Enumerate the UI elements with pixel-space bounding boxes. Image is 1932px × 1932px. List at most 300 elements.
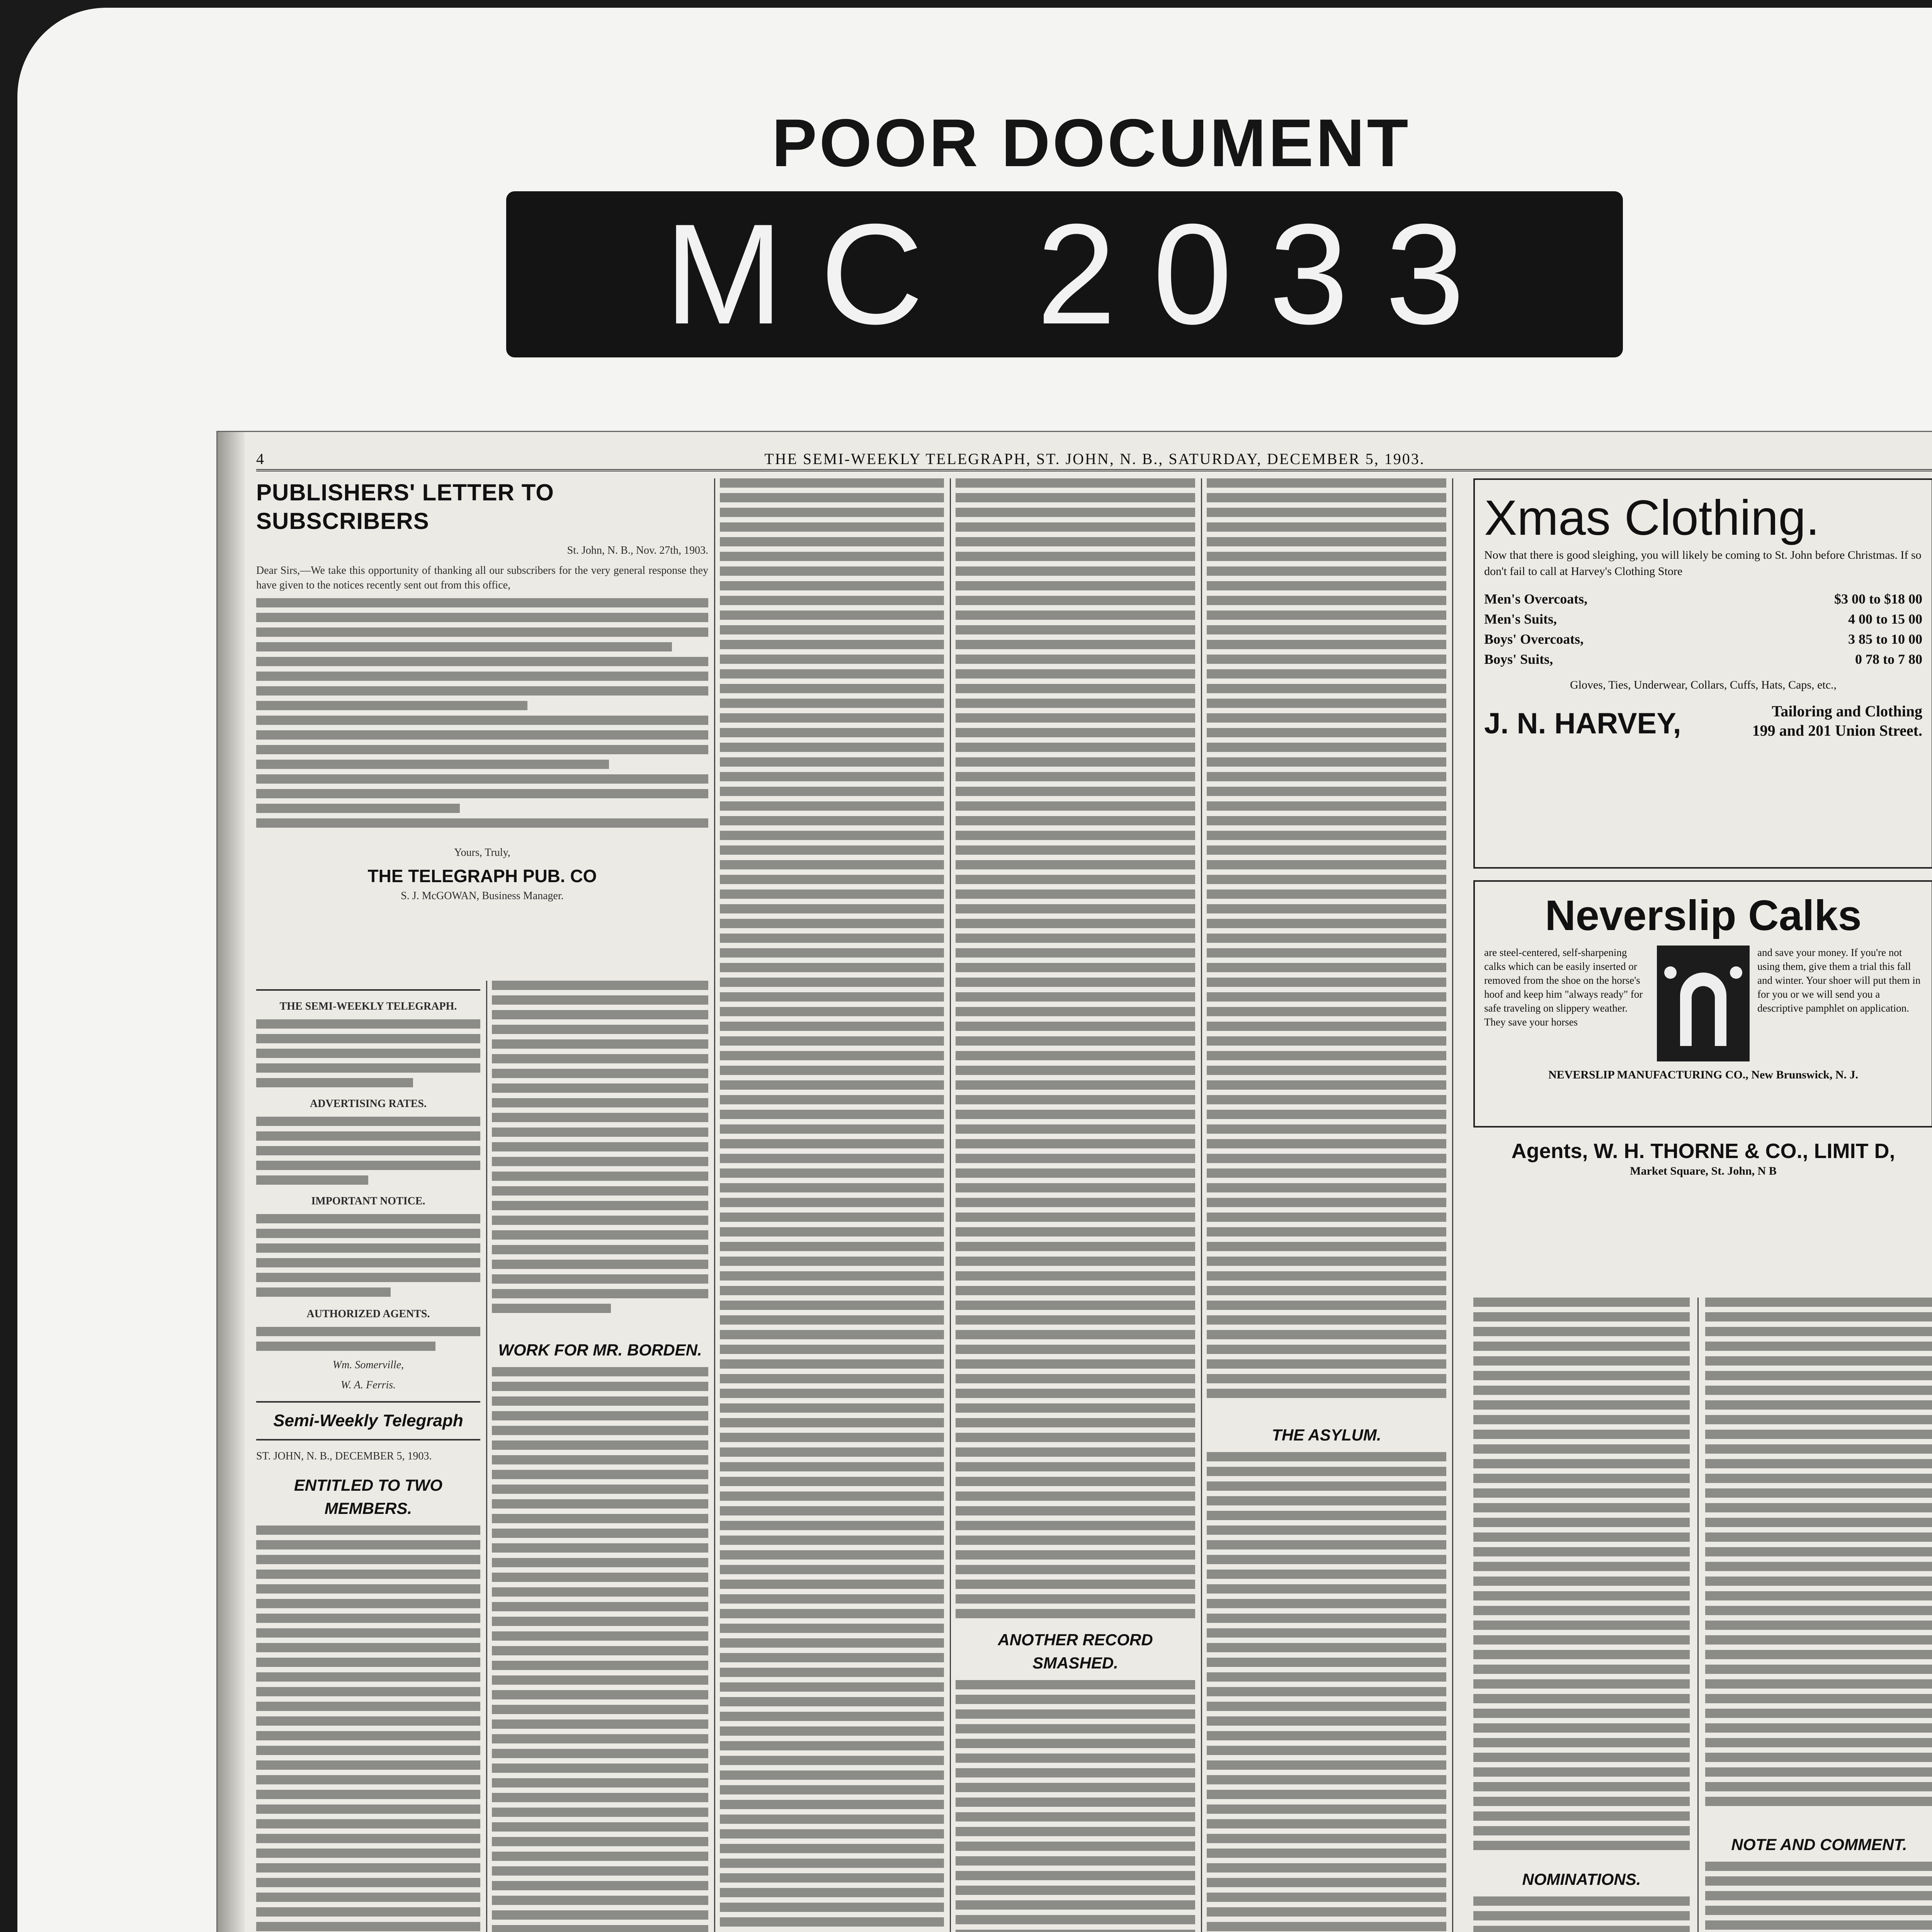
- text-line: [720, 1521, 944, 1530]
- text-line: [956, 1345, 1195, 1354]
- text-line: [1207, 625, 1446, 634]
- text-line: [1207, 1731, 1446, 1740]
- text-line: [720, 1345, 944, 1354]
- text-line: [956, 1812, 1195, 1821]
- publishers-letter-title: PUBLISHERS' LETTER TO SUBSCRIBERS: [256, 480, 554, 534]
- text-line: [956, 1418, 1195, 1427]
- text-line: [256, 613, 708, 622]
- text-line: [1705, 1709, 1932, 1718]
- text-line: [720, 1066, 944, 1075]
- text-line: [492, 1396, 708, 1406]
- text-line: [720, 1594, 944, 1604]
- text-line: [492, 1039, 708, 1049]
- text-line: [492, 1382, 708, 1391]
- text-line: [956, 699, 1195, 708]
- text-line: [1705, 1650, 1932, 1659]
- text-line: [956, 919, 1195, 928]
- text-line: [720, 948, 944, 957]
- text-line: [956, 1080, 1195, 1090]
- text-line: [720, 1756, 944, 1765]
- text-line: [1207, 1359, 1446, 1369]
- text-line: [1473, 1782, 1690, 1791]
- text-line: [1207, 1124, 1446, 1134]
- text-line: [256, 1327, 480, 1336]
- text-line: [492, 1822, 708, 1832]
- text-line: [720, 889, 944, 899]
- text-line: [956, 669, 1195, 679]
- text-line: [956, 1709, 1195, 1719]
- text-line: [1705, 1371, 1932, 1380]
- text-line: [720, 1095, 944, 1104]
- text-line: [956, 552, 1195, 561]
- text-line: [720, 787, 944, 796]
- text-line: [492, 1230, 708, 1240]
- body-text: [492, 981, 708, 1328]
- merchant-name: J. N. HARVEY,: [1484, 707, 1681, 740]
- text-line: [492, 1573, 708, 1582]
- text-line: [720, 1036, 944, 1046]
- text-line: [1473, 1621, 1690, 1630]
- text-line: [720, 1653, 944, 1662]
- text-line: [1705, 1488, 1932, 1498]
- text-line: [720, 1668, 944, 1677]
- text-line: [1207, 1066, 1446, 1075]
- entitled-two-members-title: ENTITLED TO TWO MEMBERS.: [294, 1476, 443, 1517]
- text-line: [492, 1837, 708, 1846]
- text-line: [1207, 934, 1446, 943]
- text-line: [256, 1584, 480, 1594]
- body-text: [1207, 1452, 1446, 1932]
- text-line: [956, 1609, 1195, 1618]
- text-line: [720, 1550, 944, 1560]
- text-line: [720, 1565, 944, 1574]
- text-line: [1207, 1481, 1446, 1491]
- body-text: [1473, 1896, 1690, 1932]
- text-line: [956, 1271, 1195, 1281]
- text-line: [956, 1753, 1195, 1763]
- text-line: [256, 1628, 480, 1638]
- text-line: [956, 1227, 1195, 1236]
- text-line: [256, 1273, 480, 1282]
- text-line: [956, 1768, 1195, 1777]
- text-line: [1207, 1687, 1446, 1696]
- another-record-title: ANOTHER RECORD SMASHED.: [998, 1631, 1153, 1672]
- text-line: [720, 669, 944, 679]
- text-line: [1207, 963, 1446, 972]
- text-line: [956, 1680, 1195, 1689]
- text-line: [492, 1617, 708, 1626]
- text-line: [720, 1183, 944, 1192]
- text-line: [1207, 1790, 1446, 1799]
- text-line: [1705, 1503, 1932, 1512]
- text-line: [720, 1389, 944, 1398]
- text-line: [492, 981, 708, 990]
- text-line: [956, 728, 1195, 737]
- text-line: [1207, 508, 1446, 517]
- text-line: [956, 1930, 1195, 1932]
- text-line: [492, 1455, 708, 1464]
- text-line: [956, 1842, 1195, 1851]
- text-line: [1207, 1746, 1446, 1755]
- text-line: [1207, 669, 1446, 679]
- text-line: [1207, 1672, 1446, 1682]
- horseshoe-icon: [1657, 946, 1750, 1061]
- text-line: [956, 787, 1195, 796]
- text-line: [492, 1808, 708, 1817]
- text-line: [1207, 948, 1446, 957]
- text-line: [956, 1492, 1195, 1501]
- text-line: [1207, 1286, 1446, 1295]
- text-line: [492, 1260, 708, 1269]
- text-line: [956, 566, 1195, 576]
- text-line: [720, 1506, 944, 1515]
- text-line: [956, 684, 1195, 693]
- text-line: [956, 537, 1195, 546]
- text-line: [492, 1749, 708, 1758]
- text-line: [1705, 1577, 1932, 1586]
- text-line: [720, 1726, 944, 1736]
- text-line: [720, 1213, 944, 1222]
- text-line: [1207, 992, 1446, 1002]
- text-line: [1473, 1767, 1690, 1777]
- text-line: [720, 875, 944, 884]
- text-line: [956, 508, 1195, 517]
- text-line: [956, 1389, 1195, 1398]
- xmas-clothing-ad: [1473, 478, 1932, 869]
- text-line: [720, 1447, 944, 1457]
- text-line: [492, 1245, 708, 1254]
- text-line: [256, 1834, 480, 1843]
- text-line: [1207, 640, 1446, 649]
- agents-address: Market Square, St. John, N B: [1630, 1165, 1777, 1177]
- letter-signer: S. J. McGOWAN, Business Manager.: [401, 890, 564, 902]
- text-line: [1473, 1911, 1690, 1920]
- text-line: [256, 1878, 480, 1887]
- text-line: [1705, 1518, 1932, 1527]
- text-line: [720, 1873, 944, 1883]
- text-line: [1473, 1503, 1690, 1512]
- text-line: [956, 889, 1195, 899]
- text-line: [1473, 1488, 1690, 1498]
- text-line: [492, 1186, 708, 1196]
- text-line: [492, 1010, 708, 1019]
- text-line: [720, 522, 944, 532]
- text-line: [1207, 1643, 1446, 1652]
- text-line: [956, 655, 1195, 664]
- text-line: [956, 1257, 1195, 1266]
- text-line: [720, 1154, 944, 1163]
- merchant-line-2: 199 and 201 Union Street.: [1752, 722, 1922, 739]
- text-line: [1705, 1386, 1932, 1395]
- price-row: Boys' Suits, 0 78 to 7 80: [1484, 651, 1922, 667]
- text-line: [1207, 1168, 1446, 1178]
- text-line: [492, 1069, 708, 1078]
- text-line: [720, 1168, 944, 1178]
- text-line: [256, 1034, 480, 1043]
- text-line: [492, 1881, 708, 1890]
- text-line: [492, 1631, 708, 1641]
- text-line: [956, 581, 1195, 590]
- text-line: [256, 1907, 480, 1917]
- note-and-comment-title: NOTE AND COMMENT.: [1731, 1835, 1907, 1854]
- text-line: [720, 992, 944, 1002]
- text-line: [492, 1304, 611, 1313]
- text-line: [256, 1570, 480, 1579]
- text-line: [1207, 1804, 1446, 1814]
- text-line: [956, 1007, 1195, 1016]
- text-line: [720, 1403, 944, 1413]
- reel-code: MC 2033: [664, 194, 1502, 354]
- text-line: [1473, 1430, 1690, 1439]
- text-line: [720, 1286, 944, 1295]
- text-line: [492, 1113, 708, 1122]
- poor-document-label: POOR DOCUMENT: [772, 105, 1411, 181]
- text-line: [1207, 1555, 1446, 1564]
- text-line: [1705, 1430, 1932, 1439]
- text-line: [720, 1242, 944, 1251]
- text-line: [1207, 1834, 1446, 1843]
- text-line: [256, 1555, 480, 1564]
- text-line: [1473, 1679, 1690, 1689]
- text-line: [720, 845, 944, 855]
- text-line: [720, 1609, 944, 1618]
- merchant-line-1: Tailoring and Clothing: [1772, 702, 1922, 720]
- text-line: [956, 1900, 1195, 1910]
- text-line: [1207, 978, 1446, 987]
- text-line: [1705, 1621, 1932, 1630]
- text-line: [956, 816, 1195, 825]
- text-line: [720, 816, 944, 825]
- text-line: [1207, 1819, 1446, 1828]
- text-line: [1473, 1444, 1690, 1454]
- text-line: [492, 1440, 708, 1450]
- column-rule: [486, 981, 487, 1932]
- neverslip-copy-right: and save your money. If you're not using them, give them a trial this fall and winter. Your shoer will put them in for you or we will send you a descriptive pamphlet on application.: [1757, 947, 1921, 1014]
- text-line: [492, 1083, 708, 1093]
- text-line: [956, 934, 1195, 943]
- text-line: [492, 1157, 708, 1166]
- text-line: [956, 845, 1195, 855]
- nominations-title: NOMINATIONS.: [1522, 1870, 1641, 1888]
- text-line: [956, 1856, 1195, 1866]
- text-line: [956, 1403, 1195, 1413]
- text-line: [956, 1242, 1195, 1251]
- text-line: [720, 1301, 944, 1310]
- text-line: [256, 628, 708, 637]
- text-line: [956, 1213, 1195, 1222]
- text-line: [256, 1049, 480, 1058]
- newspaper-page: [216, 431, 1932, 1932]
- body-text: [492, 1367, 708, 1932]
- text-line: [256, 1863, 480, 1872]
- text-line: [256, 1229, 480, 1238]
- text-line: [1207, 1584, 1446, 1594]
- text-line: [492, 1426, 708, 1435]
- text-line: [1207, 845, 1446, 855]
- text-line: [1473, 1694, 1690, 1703]
- text-line: [256, 818, 708, 828]
- text-line: [1705, 1694, 1932, 1703]
- text-line: [256, 1599, 480, 1608]
- text-line: [1207, 478, 1446, 488]
- text-line: [492, 1172, 708, 1181]
- text-line: [956, 1374, 1195, 1383]
- price-row: Men's Overcoats, $3 00 to $18 00: [1484, 591, 1922, 607]
- text-line: [1207, 1257, 1446, 1266]
- text-line: [492, 1675, 708, 1685]
- text-line: [1473, 1650, 1690, 1659]
- text-line: [1207, 728, 1446, 737]
- text-line: [256, 774, 708, 784]
- text-line: [256, 1658, 480, 1667]
- text-line: [1705, 1312, 1932, 1321]
- text-line: [1705, 1797, 1932, 1806]
- text-line: [956, 596, 1195, 605]
- text-line: [1207, 743, 1446, 752]
- neverslip-calks-ad: [1473, 880, 1932, 1128]
- text-line: [720, 1580, 944, 1589]
- text-line: [720, 1712, 944, 1721]
- text-line: [492, 1719, 708, 1729]
- text-line: [256, 1716, 480, 1726]
- column-6: [1705, 1298, 1932, 1932]
- text-line: [1473, 1518, 1690, 1527]
- important-notice-heading: IMPORTANT NOTICE.: [311, 1195, 425, 1207]
- text-line: [1207, 713, 1446, 723]
- text-line: [1473, 1841, 1690, 1850]
- text-line: [1207, 684, 1446, 693]
- text-line: [256, 1342, 435, 1351]
- text-line: [1207, 875, 1446, 884]
- text-line: [1207, 493, 1446, 502]
- text-line: [720, 860, 944, 869]
- text-line: [956, 1462, 1195, 1471]
- text-line: [1207, 1095, 1446, 1104]
- text-line: [720, 1624, 944, 1633]
- text-line: [256, 1849, 480, 1858]
- text-line: [1705, 1459, 1932, 1468]
- text-line: [1207, 1051, 1446, 1060]
- xmas-clothing-copy: Now that there is good sleighing, you will likely be coming to St. John before Christmas. If so don't fail to call at Harvey's Clothing Store: [1484, 549, 1922, 578]
- text-line: [720, 1829, 944, 1838]
- text-line: [720, 1917, 944, 1927]
- text-line: [1705, 1862, 1932, 1871]
- text-line: [1473, 1371, 1690, 1380]
- text-line: [720, 904, 944, 913]
- editorial-nameplate: Semi-Weekly Telegraph: [273, 1411, 463, 1430]
- text-line: [956, 1798, 1195, 1807]
- text-line: [1705, 1876, 1932, 1886]
- text-line: [720, 1536, 944, 1545]
- text-line: [720, 1051, 944, 1060]
- body-text: [1705, 1862, 1932, 1932]
- text-line: [1207, 904, 1446, 913]
- text-line: [1207, 1374, 1446, 1383]
- page-number: 4: [256, 450, 264, 468]
- text-line: [956, 1022, 1195, 1031]
- text-line: [1473, 1926, 1690, 1932]
- text-line: [1473, 1591, 1690, 1600]
- text-line: [956, 860, 1195, 869]
- text-line: [1207, 1760, 1446, 1770]
- text-line: [720, 1844, 944, 1853]
- text-line: [956, 1536, 1195, 1545]
- text-line: [720, 1271, 944, 1281]
- text-line: [256, 701, 527, 710]
- text-line: [1705, 1679, 1932, 1689]
- text-line: [1207, 1570, 1446, 1579]
- price-row: Men's Suits, 4 00 to 15 00: [1484, 611, 1922, 627]
- text-line: [1207, 1614, 1446, 1623]
- text-line: [720, 934, 944, 943]
- text-line: [956, 1036, 1195, 1046]
- text-line: [1207, 1922, 1446, 1931]
- text-line: [492, 1896, 708, 1905]
- text-line: [956, 1198, 1195, 1207]
- text-line: [956, 1139, 1195, 1148]
- text-line: [492, 1602, 708, 1611]
- text-line: [256, 642, 672, 651]
- text-line: [1705, 1356, 1932, 1366]
- text-line: [720, 1859, 944, 1868]
- text-line: [256, 1161, 480, 1170]
- text-line: [1207, 1183, 1446, 1192]
- advertising-rates-heading: ADVERTISING RATES.: [310, 1098, 427, 1110]
- text-line: [720, 978, 944, 987]
- agent-name: Wm. Somerville,: [332, 1359, 404, 1371]
- text-line: [256, 1746, 480, 1755]
- body-text: [1473, 1298, 1690, 1858]
- text-line: [1207, 596, 1446, 605]
- work-for-borden-title: WORK FOR MR. BORDEN.: [498, 1341, 702, 1359]
- text-line: [1207, 1315, 1446, 1325]
- text-line: [1473, 1298, 1690, 1307]
- text-line: [720, 1462, 944, 1471]
- letter-date: St. John, N. B., Nov. 27th, 1903.: [567, 544, 708, 556]
- text-line: [256, 730, 708, 740]
- text-line: [492, 1529, 708, 1538]
- column-rule: [950, 478, 951, 1932]
- text-line: [1705, 1767, 1932, 1777]
- text-line: [1207, 566, 1446, 576]
- text-line: [1705, 1920, 1932, 1930]
- text-line: [1207, 1301, 1446, 1310]
- text-line: [1473, 1797, 1690, 1806]
- text-line: [956, 1183, 1195, 1192]
- text-line: [1705, 1400, 1932, 1410]
- text-line: [720, 655, 944, 664]
- text-line: [1207, 1227, 1446, 1236]
- text-line: [1207, 831, 1446, 840]
- text-line: [1207, 919, 1446, 928]
- text-line: [720, 493, 944, 502]
- text-line: [720, 684, 944, 693]
- text-line: [1473, 1577, 1690, 1586]
- text-line: [720, 1007, 944, 1016]
- text-line: [956, 1580, 1195, 1589]
- running-head-title: THE SEMI-WEEKLY TELEGRAPH, ST. JOHN, N. B., SATURDAY, DECEMBER 5, 1903.: [764, 450, 1425, 468]
- text-line: [956, 478, 1195, 488]
- text-line: [720, 1903, 944, 1912]
- text-line: [956, 1565, 1195, 1574]
- text-line: [256, 1893, 480, 1902]
- price-row: Boys' Overcoats, 3 85 to 10 00: [1484, 631, 1922, 647]
- text-line: [1473, 1312, 1690, 1321]
- text-line: [492, 1558, 708, 1567]
- letter-body: [256, 598, 708, 845]
- column-3: [956, 478, 1195, 1932]
- text-line: [492, 1705, 708, 1714]
